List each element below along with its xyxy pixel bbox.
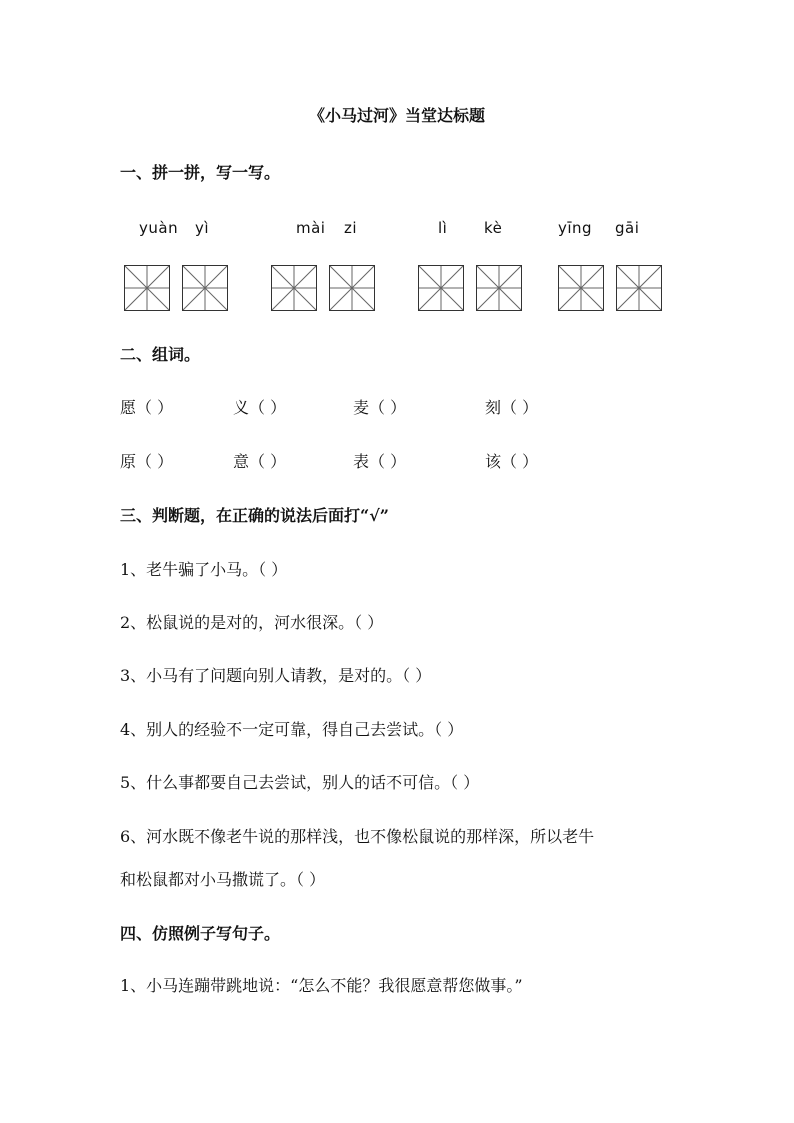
judgement-item: 5、什么事都要自己去尝试，别人的话不可信。（ ） xyxy=(120,773,480,792)
word-item: 愿（ ） xyxy=(120,398,174,417)
pinyin-4a: yīng xyxy=(558,219,593,237)
writing-box[interactable] xyxy=(418,265,464,311)
pinyin-3a: lì xyxy=(438,219,448,237)
imitation-item: 1、小马连蹦带跳地说：“怎么不能？我很愿意帮您做事。” xyxy=(120,976,523,995)
grid-guide-lines xyxy=(559,266,603,310)
word-item: 义（ ） xyxy=(233,398,287,417)
writing-box[interactable] xyxy=(558,265,604,311)
pinyin-1a: yuàn xyxy=(139,219,179,237)
writing-box[interactable] xyxy=(124,265,170,311)
pinyin-2a: mài xyxy=(296,219,326,237)
judgement-item: 3、小马有了问题向别人请教，是对的。（ ） xyxy=(120,666,432,685)
writing-box[interactable] xyxy=(476,265,522,311)
writing-box[interactable] xyxy=(182,265,228,311)
grid-guide-lines xyxy=(477,266,521,310)
pinyin-2b: zi xyxy=(344,219,358,237)
word-item: 麦（ ） xyxy=(353,398,407,417)
word-item: 原（ ） xyxy=(120,452,174,471)
judgement-item-continued: 和松鼠都对小马撒谎了。（ ） xyxy=(120,870,326,889)
pinyin-3b: kè xyxy=(484,219,503,237)
pinyin-4b: gāi xyxy=(615,219,640,237)
judgement-item: 6、河水既不像老牛说的那样浅，也不像松鼠说的那样深，所以老牛 xyxy=(120,827,595,846)
judgement-item: 4、别人的经验不一定可靠，得自己去尝试。（ ） xyxy=(120,720,464,739)
writing-box[interactable] xyxy=(329,265,375,311)
section1-heading: 一、拼一拼，写一写。 xyxy=(120,163,281,182)
grid-guide-lines xyxy=(330,266,374,310)
grid-guide-lines xyxy=(272,266,316,310)
writing-grid-row xyxy=(0,265,794,317)
word-item: 该（ ） xyxy=(485,452,539,471)
section4-heading: 四、仿照例子写句子。 xyxy=(120,924,281,943)
grid-guide-lines xyxy=(419,266,463,310)
grid-guide-lines xyxy=(125,266,169,310)
section2-heading: 二、组词。 xyxy=(120,345,201,364)
word-item: 意（ ） xyxy=(233,452,287,471)
grid-guide-lines xyxy=(617,266,661,310)
judgement-item: 1、老牛骗了小马。（ ） xyxy=(120,560,288,579)
section3-heading: 三、判断题，在正确的说法后面打“√” xyxy=(120,506,389,525)
writing-box[interactable] xyxy=(616,265,662,311)
word-item: 表（ ） xyxy=(353,452,407,471)
page-title: 《小马过河》当堂达标题 xyxy=(308,106,485,125)
judgement-item: 2、松鼠说的是对的，河水很深。（ ） xyxy=(120,613,384,632)
writing-box[interactable] xyxy=(271,265,317,311)
pinyin-1b: yì xyxy=(195,219,210,237)
word-item: 刻（ ） xyxy=(485,398,539,417)
grid-guide-lines xyxy=(183,266,227,310)
